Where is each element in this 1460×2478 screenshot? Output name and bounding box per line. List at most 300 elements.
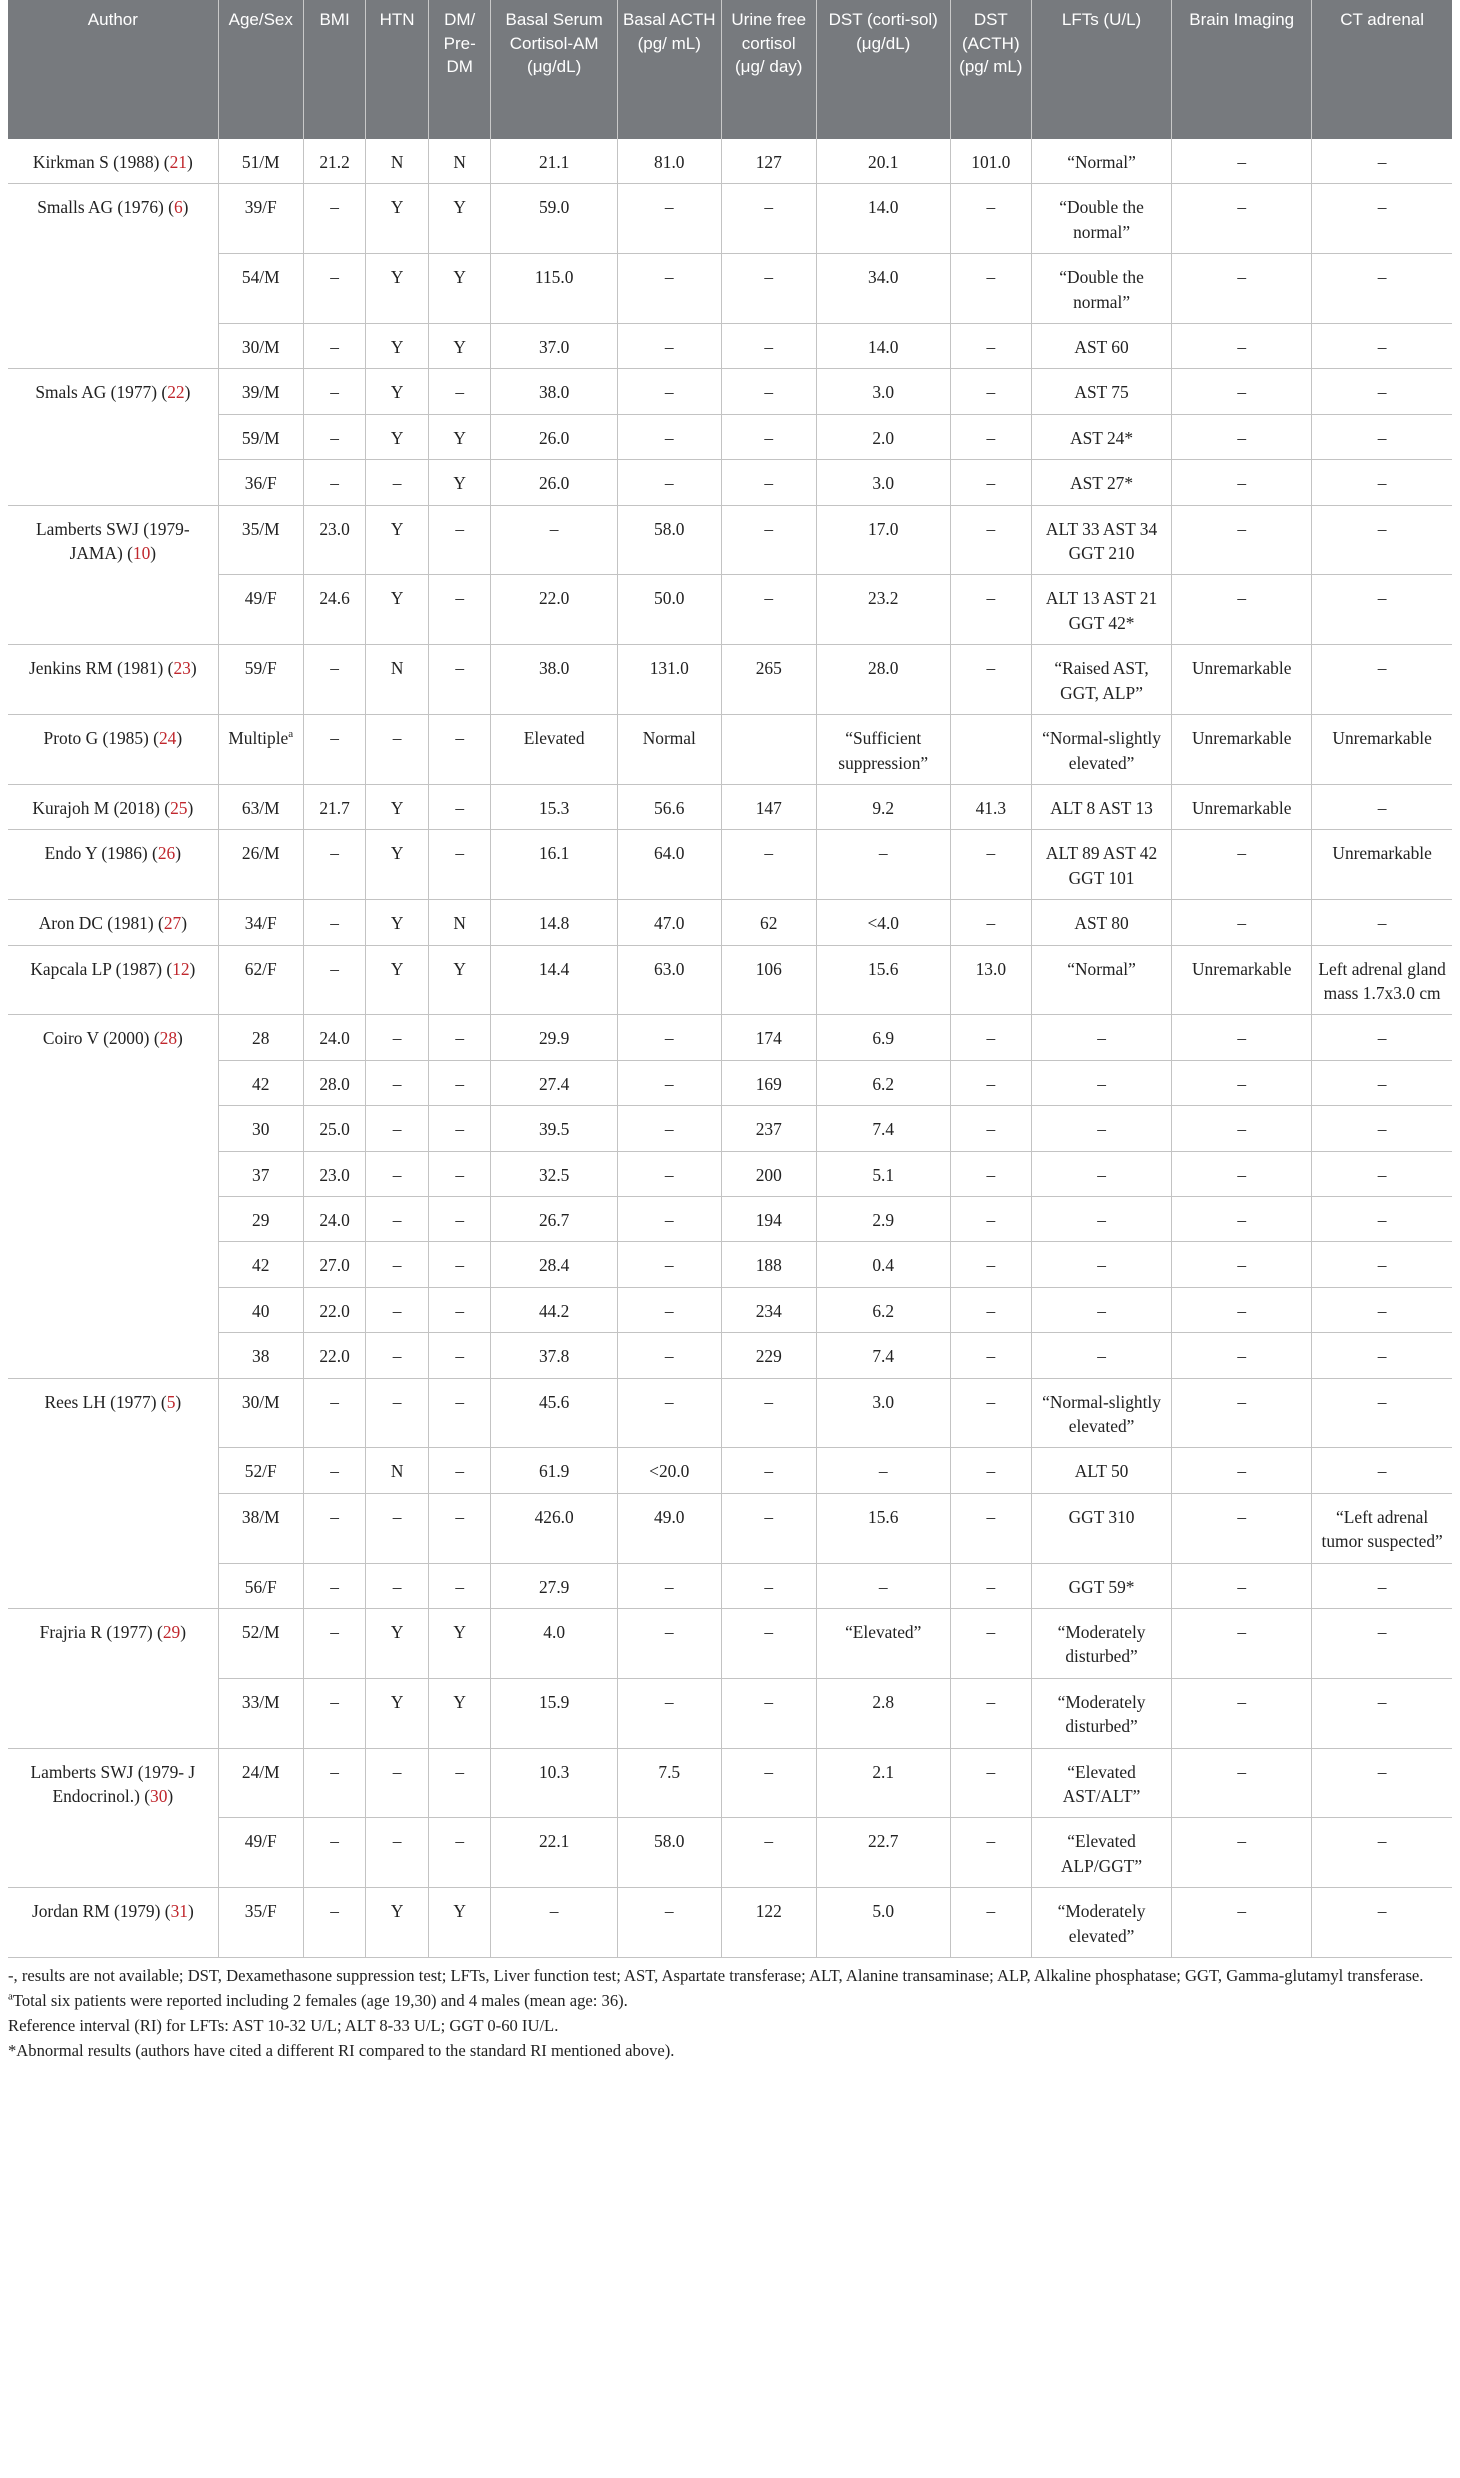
table-cell: 2.9 [816, 1196, 950, 1241]
table-cell: – [366, 1748, 429, 1818]
table-cell: 16.1 [491, 830, 617, 900]
table-cell: 50.0 [617, 575, 721, 645]
author-cell: Kurajoh M (2018) (25) [8, 784, 218, 829]
table-cell: 22.0 [491, 575, 617, 645]
table-cell: 174 [721, 1015, 816, 1060]
table-body [8, 139, 1452, 1958]
table-cell: – [950, 1493, 1031, 1563]
author-cell: Rees LH (1977) (5) [8, 1378, 218, 1608]
author-name: Rees LH (1977) ( [44, 1391, 167, 1412]
reference-link[interactable]: 6 [173, 197, 183, 218]
reference-link[interactable]: 29 [162, 1622, 181, 1643]
table-cell: Y [366, 945, 429, 1015]
table-cell: – [617, 1678, 721, 1748]
table-cell: 188 [721, 1242, 816, 1287]
table-cell: 37.0 [491, 324, 617, 369]
table-cell: – [1172, 369, 1312, 414]
table-cell: 81.0 [617, 139, 721, 184]
table-cell: 3.0 [816, 369, 950, 414]
table-cell: – [721, 1448, 816, 1493]
table-cell: – [816, 830, 950, 900]
table-cell: – [428, 369, 491, 414]
table-cell: – [303, 1748, 366, 1818]
table-cell: GGT 59* [1031, 1563, 1171, 1608]
table-cell: 39/M [218, 369, 303, 414]
table-cell: – [303, 945, 366, 1015]
table-cell: – [428, 1060, 491, 1105]
table-cell: 10.3 [491, 1748, 617, 1818]
table-cell: 26.0 [491, 414, 617, 459]
table-cell: Y [428, 324, 491, 369]
table-cell: 59.0 [491, 184, 617, 254]
table-row [8, 460, 1452, 505]
table-cell: – [721, 254, 816, 324]
table-cell: – [1312, 1678, 1452, 1748]
author-name: Lamberts SWJ (1979- J Endocrinol.) ( [30, 1761, 196, 1807]
table-cell: Unremarkable [1172, 945, 1312, 1015]
table-cell: – [1312, 1242, 1452, 1287]
table-row [8, 184, 1452, 254]
table-cell: – [1172, 460, 1312, 505]
table-cell: – [1172, 1196, 1312, 1241]
table-cell: N [366, 139, 429, 184]
table-cell: – [428, 715, 491, 785]
table-cell: – [950, 184, 1031, 254]
table-cell: 14.0 [816, 184, 950, 254]
table-cell: – [721, 575, 816, 645]
author-cell: Lamberts SWJ (1979- JAMA) (10) [8, 505, 218, 645]
table-cell: 56/F [218, 1563, 303, 1608]
author-cell: Kapcala LP (1987) (12) [8, 945, 218, 1015]
table-cell: – [303, 460, 366, 505]
table-cell: – [617, 1609, 721, 1679]
table-cell: – [428, 1563, 491, 1608]
author-name: Kurajoh M (2018) ( [32, 797, 171, 818]
table-cell: – [617, 1333, 721, 1378]
table-cell: “Normal-slightly elevated” [1031, 1378, 1171, 1448]
column-header: HTN [366, 0, 429, 139]
footnote-a-mark: a [8, 1990, 13, 2003]
table-cell: 21.7 [303, 784, 366, 829]
column-header: Basal ACTH (pg/ mL) [617, 0, 721, 139]
table-cell: 41.3 [950, 784, 1031, 829]
table-cell: – [721, 1818, 816, 1888]
table-cell: 5.1 [816, 1151, 950, 1196]
table-cell: 33/M [218, 1678, 303, 1748]
table-cell: – [617, 1888, 721, 1958]
table-cell: – [366, 1378, 429, 1448]
table-cell: – [1172, 1748, 1312, 1818]
table-cell: 127 [721, 139, 816, 184]
reference-link[interactable]: 5 [166, 1391, 176, 1412]
table-cell: Y [366, 900, 429, 945]
table-cell: 49.0 [617, 1493, 721, 1563]
author-name: Coiro V (2000) ( [42, 1028, 160, 1049]
table-cell: N [428, 139, 491, 184]
table-cell: 106 [721, 945, 816, 1015]
table-cell: – [617, 184, 721, 254]
table-row [8, 369, 1452, 414]
table-cell: 29 [218, 1196, 303, 1241]
table-cell: – [617, 414, 721, 459]
author-name: Smalls AG (1976) ( [37, 197, 174, 218]
reference-link[interactable]: 28 [159, 1028, 178, 1049]
column-header: DST (ACTH) (pg/ mL) [950, 0, 1031, 139]
table-cell: – [303, 254, 366, 324]
table-cell: – [1031, 1151, 1171, 1196]
table-cell: – [1172, 1609, 1312, 1679]
table-cell: Unremarkable [1172, 645, 1312, 715]
author-name: Proto G (1985) ( [43, 728, 159, 749]
table-cell: – [950, 1060, 1031, 1105]
table-cell: – [950, 830, 1031, 900]
author-cell: Coiro V (2000) (28) [8, 1015, 218, 1378]
table-cell: Y [366, 575, 429, 645]
table-row [8, 1333, 1452, 1378]
table-cell: – [428, 505, 491, 575]
table-cell: – [1172, 1333, 1312, 1378]
table-cell: – [303, 1493, 366, 1563]
table-cell: – [1172, 1888, 1312, 1958]
table-cell: – [1031, 1015, 1171, 1060]
table-cell: – [1312, 1818, 1452, 1888]
table-cell: N [366, 645, 429, 715]
table-cell: – [950, 1448, 1031, 1493]
author-name: Jordan RM (1979) ( [31, 1901, 171, 1922]
table-cell: – [721, 460, 816, 505]
table-cell: – [1312, 414, 1452, 459]
table-row [8, 1748, 1452, 1818]
table-row [8, 1888, 1452, 1958]
table-cell: 14.8 [491, 900, 617, 945]
table-cell: – [721, 414, 816, 459]
table-row [8, 1242, 1452, 1287]
table-cell: – [950, 460, 1031, 505]
table-cell: – [428, 1106, 491, 1151]
table-cell: 63/M [218, 784, 303, 829]
column-header: Urine free cortisol (μg/ day) [721, 0, 816, 139]
table-cell: – [428, 830, 491, 900]
reference-link[interactable]: 31 [170, 1901, 188, 1922]
table-cell: Y [366, 1678, 429, 1748]
column-header: Age/Sex [218, 0, 303, 139]
author-cell: Jenkins RM (1981) (23) [8, 645, 218, 715]
table-cell: GGT 310 [1031, 1493, 1171, 1563]
table-cell [950, 715, 1031, 785]
table-cell: 52/F [218, 1448, 303, 1493]
column-header: Brain Imaging [1172, 0, 1312, 139]
table-cell: – [366, 1493, 429, 1563]
table-cell: 4.0 [491, 1609, 617, 1679]
table-cell: – [1312, 1060, 1452, 1105]
table-cell: – [303, 369, 366, 414]
table-cell: Y [428, 254, 491, 324]
reference-link[interactable]: 24 [158, 728, 177, 749]
table-cell: – [1172, 1060, 1312, 1105]
table-cell: 2.8 [816, 1678, 950, 1748]
table-cell: – [366, 715, 429, 785]
footnote-legend: -, results are not available; DST, Dexamethasone suppression test; LFTs, Liver function test; AST, Aspartate transferase; ALT, Alanine transaminase; ALP, Alkaline phosphatase; GGT, Gamma-glutamyl transferase. [8, 1966, 1424, 1986]
author-cell: Smals AG (1977) (22) [8, 369, 218, 505]
table-cell: – [950, 1287, 1031, 1332]
table-cell: 49/F [218, 575, 303, 645]
table-cell: – [816, 1563, 950, 1608]
table-cell: – [1312, 645, 1452, 715]
table-cell: N [428, 900, 491, 945]
table-row [8, 830, 1452, 900]
reference-link[interactable]: 12 [172, 958, 190, 979]
table-cell: – [366, 1151, 429, 1196]
table-cell: – [1172, 1678, 1312, 1748]
table-cell: 24/M [218, 1748, 303, 1818]
table-cell: – [617, 369, 721, 414]
table-cell: – [303, 830, 366, 900]
table-cell: AST 80 [1031, 900, 1171, 945]
table-cell: ALT 13 AST 21 GGT 42* [1031, 575, 1171, 645]
table-cell: 22.0 [303, 1287, 366, 1332]
table-cell: “Normal-slightly elevated” [1031, 715, 1171, 785]
author-cell: Endo Y (1986) (26) [8, 830, 218, 900]
table-cell: 6.9 [816, 1015, 950, 1060]
reference-link[interactable]: 23 [173, 658, 191, 679]
reference-link[interactable]: 22 [167, 382, 185, 403]
table-cell: 26/M [218, 830, 303, 900]
author-cell: Kirkman S (1988) (21) [8, 139, 218, 184]
table-cell: 44.2 [491, 1287, 617, 1332]
table-cell: Y [428, 414, 491, 459]
table-cell: 24.6 [303, 575, 366, 645]
table-row [8, 1678, 1452, 1748]
table-cell: 42 [218, 1060, 303, 1105]
table-cell: – [303, 715, 366, 785]
table-cell: 3.0 [816, 460, 950, 505]
table-cell: – [303, 1888, 366, 1958]
table-row [8, 1106, 1452, 1151]
table-cell: – [366, 1818, 429, 1888]
reference-link[interactable]: 21 [169, 152, 187, 172]
table-cell: 26.0 [491, 460, 617, 505]
table-cell: – [1172, 1448, 1312, 1493]
table-cell: – [1172, 1378, 1312, 1448]
table-cell: 22.1 [491, 1818, 617, 1888]
table-cell: – [366, 1287, 429, 1332]
table-row [8, 1287, 1452, 1332]
table-cell: – [617, 324, 721, 369]
table-cell: – [721, 1493, 816, 1563]
table-row [8, 505, 1452, 575]
column-header: CT adrenal [1312, 0, 1452, 139]
table-cell: – [1312, 1196, 1452, 1241]
table-cell: – [428, 1748, 491, 1818]
table-cell: 51/M [218, 139, 303, 184]
table-cell: – [617, 1378, 721, 1448]
reference-link[interactable]: 30 [150, 1786, 168, 1807]
column-header: DST (corti-sol) (μg/dL) [816, 0, 950, 139]
table-cell: 38.0 [491, 645, 617, 715]
table-cell: Left adrenal gland mass 1.7x3.0 cm [1312, 945, 1452, 1015]
table-cell: – [1172, 575, 1312, 645]
reference-link[interactable]: 25 [170, 797, 188, 818]
table-cell: Y [366, 414, 429, 459]
table-row [8, 645, 1452, 715]
table-cell: – [1312, 1888, 1452, 1958]
table-cell: “Normal” [1031, 139, 1171, 184]
table-cell: 2.1 [816, 1748, 950, 1818]
table-row [8, 414, 1452, 459]
table-cell: 63.0 [617, 945, 721, 1015]
table-cell: – [950, 505, 1031, 575]
table-cell: – [617, 1287, 721, 1332]
table-cell: <4.0 [816, 900, 950, 945]
table-cell: ALT 33 AST 34 GGT 210 [1031, 505, 1171, 575]
table-cell: 15.3 [491, 784, 617, 829]
table-cell: – [1172, 900, 1312, 945]
table-cell: – [428, 1196, 491, 1241]
table-cell: 52/M [218, 1609, 303, 1679]
table-cell: “Moderately disturbed” [1031, 1678, 1171, 1748]
header-row [8, 0, 1452, 139]
table-cell: – [950, 1678, 1031, 1748]
table-cell: – [366, 1060, 429, 1105]
author-cell: Frajria R (1977) (29) [8, 1609, 218, 1749]
author-name: Jenkins RM (1981) ( [29, 658, 174, 679]
table-cell: N [366, 1448, 429, 1493]
table-cell: Y [366, 324, 429, 369]
table-cell: AST 24* [1031, 414, 1171, 459]
table-cell: 22.7 [816, 1818, 950, 1888]
table-cell: Y [366, 830, 429, 900]
reference-link[interactable]: 26 [157, 843, 176, 864]
table-row [8, 784, 1452, 829]
table-cell: – [1031, 1287, 1171, 1332]
table-cell: 49/F [218, 1818, 303, 1888]
footnote-a [8, 1988, 1452, 2013]
table-cell: Y [366, 784, 429, 829]
table-cell: 38/M [218, 1493, 303, 1563]
table-row [8, 254, 1452, 324]
table-cell: “Elevated ALP/GGT” [1031, 1818, 1171, 1888]
table-cell: 58.0 [617, 505, 721, 575]
table-cell: 37 [218, 1151, 303, 1196]
table-cell: – [721, 324, 816, 369]
table-cell: – [428, 575, 491, 645]
table-cell: 24.0 [303, 1196, 366, 1241]
table-cell: 40 [218, 1287, 303, 1332]
table-cell: – [1312, 575, 1452, 645]
table-cell: 14.0 [816, 324, 950, 369]
table-cell: – [950, 1609, 1031, 1679]
table-cell: “Elevated AST/ALT” [1031, 1748, 1171, 1818]
table-cell: – [366, 1196, 429, 1241]
table-cell: Unremarkable [1312, 830, 1452, 900]
table-cell: 59/M [218, 414, 303, 459]
table-cell: 38 [218, 1333, 303, 1378]
table-cell: 7.4 [816, 1106, 950, 1151]
table-cell: – [1312, 1333, 1452, 1378]
table-row [8, 715, 1452, 785]
table-cell: 101.0 [950, 139, 1031, 184]
table-cell: – [721, 369, 816, 414]
table-cell: – [428, 784, 491, 829]
column-header: DM/ Pre-DM [428, 0, 491, 139]
table-cell: 229 [721, 1333, 816, 1378]
reference-link[interactable]: 10 [132, 543, 151, 564]
table-cell: 47.0 [617, 900, 721, 945]
table-cell: 5.0 [816, 1888, 950, 1958]
table-cell: 17.0 [816, 505, 950, 575]
table-cell: 23.0 [303, 1151, 366, 1196]
table-cell: 7.5 [617, 1748, 721, 1818]
table-cell: 23.2 [816, 575, 950, 645]
table-cell: – [617, 1242, 721, 1287]
table-cell: – [617, 1196, 721, 1241]
table-cell: “Moderately elevated” [1031, 1888, 1171, 1958]
table-cell: 35/F [218, 1888, 303, 1958]
table-cell: – [1031, 1106, 1171, 1151]
table-cell: 32.5 [491, 1151, 617, 1196]
table-cell: Y [428, 1678, 491, 1748]
table-cell: – [1312, 184, 1452, 254]
table-cell: – [950, 1888, 1031, 1958]
table-cell: 26.7 [491, 1196, 617, 1241]
table-cell: – [721, 1563, 816, 1608]
table-cell: – [428, 1378, 491, 1448]
table-cell: – [950, 1563, 1031, 1608]
table-row [8, 900, 1452, 945]
table-cell: 265 [721, 645, 816, 715]
table-row [8, 1563, 1452, 1608]
table-cell: – [1312, 1151, 1452, 1196]
table-cell: – [428, 1015, 491, 1060]
table-cell: 122 [721, 1888, 816, 1958]
table-cell: – [1312, 1609, 1452, 1679]
table-cell: 28 [218, 1015, 303, 1060]
author-cell: Proto G (1985) (24) [8, 715, 218, 785]
table-cell: – [303, 1609, 366, 1679]
table-cell: 54/M [218, 254, 303, 324]
table-cell: – [1172, 254, 1312, 324]
table-cell: 15.6 [816, 945, 950, 1015]
table-cell: 21.1 [491, 139, 617, 184]
table-cell: – [428, 1287, 491, 1332]
table-cell: – [721, 505, 816, 575]
table-cell: – [1172, 1015, 1312, 1060]
table-row [8, 1609, 1452, 1679]
table-cell: – [1312, 1106, 1452, 1151]
table-row [8, 575, 1452, 645]
author-name: Lamberts SWJ (1979- JAMA) ( [36, 518, 190, 564]
column-header: Author [8, 0, 218, 139]
table-cell: 42 [218, 1242, 303, 1287]
table-cell: – [303, 324, 366, 369]
table-cell: ALT 89 AST 42 GGT 101 [1031, 830, 1171, 900]
table-cell: – [1031, 1333, 1171, 1378]
column-header: Basal Serum Cortisol-AM (μg/dL) [491, 0, 617, 139]
reference-link[interactable]: 27 [163, 913, 182, 934]
table-cell: – [950, 1242, 1031, 1287]
table-cell: – [721, 1678, 816, 1748]
table-row [8, 1493, 1452, 1563]
table-cell: Y [428, 945, 491, 1015]
table-cell: 15.6 [816, 1493, 950, 1563]
table-cell: “Moderately disturbed” [1031, 1609, 1171, 1679]
table-cell: 22.0 [303, 1333, 366, 1378]
table-row [8, 1378, 1452, 1448]
table-cell: – [1172, 505, 1312, 575]
table-cell: – [303, 645, 366, 715]
author-name: Frajria R (1977) ( [39, 1622, 163, 1643]
table-cell: – [1312, 784, 1452, 829]
